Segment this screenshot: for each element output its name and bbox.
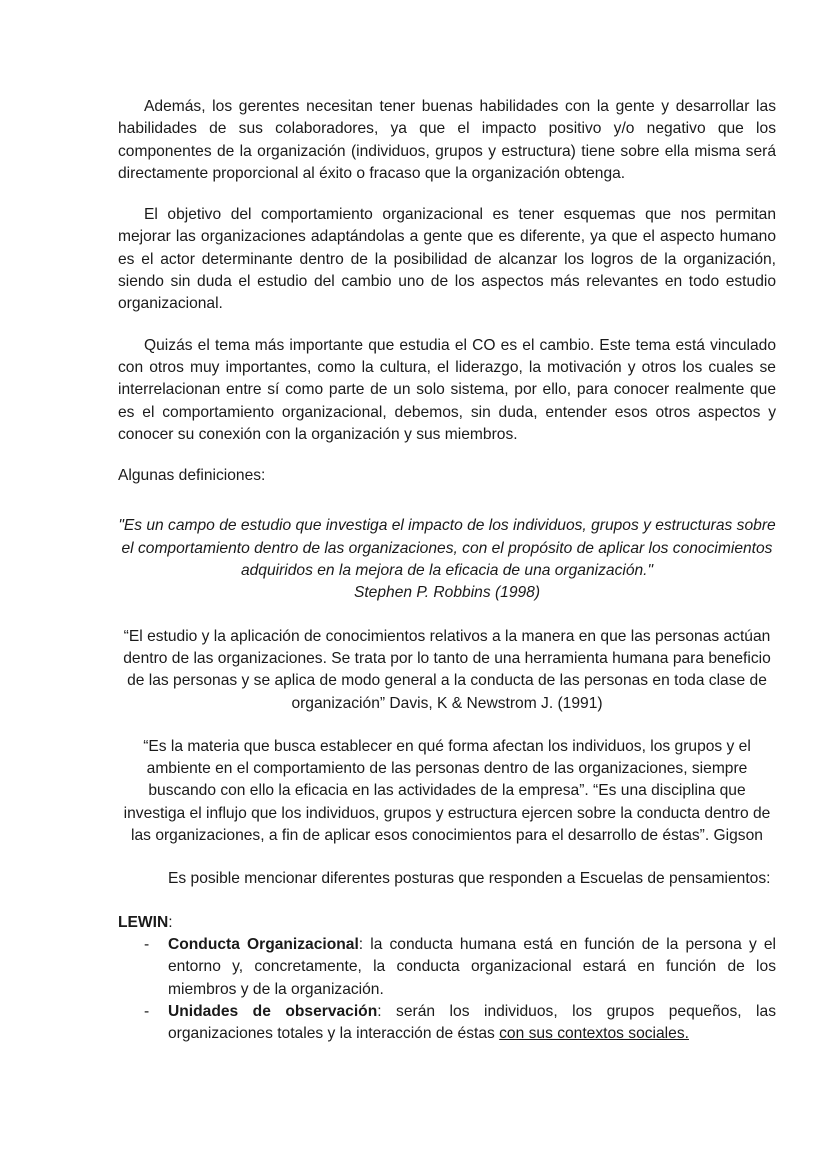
quote-gigson: “Es la materia que busca establecer en qué forma afectan los individuos, los grupos y el ambiente en el comportamiento de las personas dentro de las organizaciones, siempre buscando con ello la eficacia en las actividades de la empresa”. “Es una disciplina que investiga el influjo que los individuos, grupos y estructura ejercen sobre la conducta dentro de las organizaciones, a fin de aplicar esos conocimientos para el desarrollo de éstas”. Gigson bbox=[123, 737, 771, 845]
dash-bullet: - bbox=[144, 1002, 150, 1020]
paragraph-change-topic: Quizás el tema más importante que estudia el CO es el cambio. Este tema está vinculado con otros muy importantes, como la cultura, el liderazgo, la motivación y otros los cuales se interrelacionan entre sí como parte de un solo sistema, por ello, para conocer realmente que es el comportamiento organizacional, debemos, sin duda, entender esos otros aspectos y conocer su conexión con la organización y sus miembros. bbox=[118, 336, 776, 443]
lewin-heading-line bbox=[118, 912, 776, 934]
underlined-text: con sus contextos sociales. bbox=[499, 1025, 689, 1043]
list-item-term: Unidades de observación bbox=[168, 1002, 378, 1020]
list-item-conducta-organizacional bbox=[118, 934, 776, 1001]
lewin-list bbox=[118, 934, 776, 1045]
quote-robbins bbox=[118, 515, 776, 604]
list-item-text: : serán los individuos, los grupos pequeños, las organizaciones totales y la interacción de éstas bbox=[168, 1002, 776, 1043]
list-item-term: Conducta Organizacional bbox=[168, 935, 359, 953]
quote-robbins-text: "Es un campo de estudio que investiga el impacto de los individuos, grupos y estructuras sobre el comportamiento dentro de las organizaciones, con el propósito de aplicar los conocimientos adquiridos en la mejora de la eficacia de una organización." bbox=[118, 517, 776, 580]
quote-robbins-author: Stephen P. Robbins (1998) bbox=[353, 584, 541, 602]
paragraph-co-objective: El objetivo del comportamiento organizacional es tener esquemas que nos permitan mejorar las organizaciones adaptándolas a gente que es diferente, ya que el aspecto humano es el actor determinante dentro de la posibilidad de alcanzar los logros de la organización, siendo sin duda el estudio del cambio uno de los aspectos más relevantes en todo estudio organizacional. bbox=[118, 206, 776, 313]
paragraph-managers-skills: Además, los gerentes necesitan tener buenas habilidades con la gente y desarrollar las habilidades de sus colaboradores, ya que el impacto positivo y/o negativo que los componentes de la organización (individuos, grupos y estructura) tiene sobre ella misma será directamente proporcional al éxito o fracaso que la organización obtenga. bbox=[118, 98, 776, 182]
dash-bullet: - bbox=[144, 935, 150, 953]
lewin-heading-colon: : bbox=[168, 913, 173, 931]
definitions-label: Algunas definiciones: bbox=[118, 467, 266, 485]
list-item-unidades-observacion bbox=[118, 1001, 776, 1046]
list-item-text: : la conducta humana está en función de la persona y el entorno y, concretamente, la conducta organizacional estará en función de los miembros y de la organización. bbox=[168, 935, 776, 998]
document-body bbox=[118, 96, 776, 1045]
lewin-heading: LEWIN bbox=[118, 913, 169, 931]
quote-davis-newstrom: “El estudio y la aplicación de conocimientos relativos a la manera en que las personas actúan dentro de las organizaciones. Se trata por lo tanto de una herramienta humana para beneficio de las personas y se aplica de modo general a la conducta de las personas en toda clase de organización” Davis, K & Newstrom J. (1991) bbox=[123, 627, 771, 712]
paragraph-schools-of-thought: Es posible mencionar diferentes posturas que responden a Escuelas de pensamientos: bbox=[168, 870, 771, 888]
